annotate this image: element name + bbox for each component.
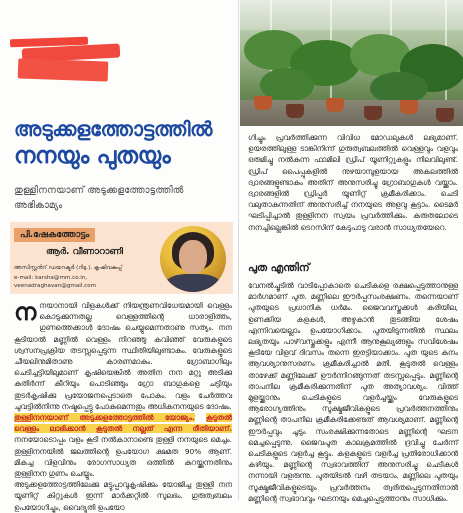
author-name: ആർ. വീണാറാണി (46, 247, 123, 257)
plant-pot (400, 100, 418, 114)
column-divider (238, 0, 239, 500)
highlighted-text: തുള്ളിനനയാണ് അടുക്കളത്തോട്ടത്തിൽ യോജ്യം. (14, 413, 195, 423)
drop-cap: ന (14, 298, 37, 326)
greenhouse-roof (240, 0, 463, 30)
greenhouse-floor (240, 100, 463, 126)
plant-pot (364, 106, 382, 120)
headline (14, 116, 226, 170)
headline-line-2: നനയും പുതയും (14, 143, 171, 169)
plant-pot (326, 98, 344, 112)
paragraph (14, 300, 232, 412)
paragraph (14, 479, 232, 513)
author-email: e-mail: karsha@mm.co.in, veenadraghavan@gmail.com (14, 275, 97, 289)
paragraph-text: വേനൽച്ചൂടിൽ വാടിപ്പോകാതെ ചെടികളെ രക്ഷപ്പെടുത്താനുള്ള മാർഗമാണ് പുത. മണ്ണിലെ ഈർപ്പസംരക്ഷണം. തന്നെയാണ് പുതയുടെ പ്രധാനിക ധർമം. ജൈവവസ്തുക്കൾ കരിയില, ഉണക്കിയ കളകൾ, അഴുകാൻ തുടങ്ങിയ ശേഷം എന്നിവയെല്ലാം ഉപയോഗിക്കാം. പുതയിടുന്നതിൽ സ്ഥലം ലഭ്യതയും പാഴ്‌വസ്തുക്കളും എന്നീ ആനുകൂല്യങ്ങളും സവിശേഷം കൂടിയേ വിളവ് ദിവസം തന്നെ ഇരട്ടിയാക്കാം. പുത യുടെ കനം ആവശ്യാനുസരണം ക്രമീകരിച്ചാൽ മതി. കൂടുതൽ വെള്ളം താഴേക്ക് മണ്ണിലേക്ക് ഊർന്നിറങ്ങുന്നത് തടസ്സപ്പെടും. മണ്ണിന്റെ താപനില ക്രമീകരിക്കുന്നതിന് പുത അത്യാവശ്യം. വിത്ത് മുളയ്ക്കാനും ചെടികളുടെ വളർച്ചയ്ക്കും വേരുകളുടെ ആരോഗ്യത്തിനും സൂക്ഷ്മജീവികളുടെ പ്രവർത്തനത്തിനും മണ്ണിന്റെ താപനില ക്രമീകരിക്കേണ്ടത് ആവശ്യമാണ്. മണ്ണിന്റെ ഈർപ്പവും ചൂടും സംരക്ഷിക്കുന്നതോടെ മണ്ണിന്റെ ഘടന മെച്ചപ്പെടുന്നു. ജൈവപുത കാലക്രമത്തിൽ ദ്രവിച്ചു ചേർന്ന് ചെടികളുടെ വളർച്ച കൂട്ടും. കളകളുടെ വളർച്ച പ്രതിരോധിക്കാൻ കഴിയും. മണ്ണിന്റെ സ്വഭാവത്തിന് അനുസരിച്ചു ചെടികൾ നന്നായി വളരുന്നു. പുതയിടൽ വഴി തടയാം. മണ്ണിലെ പുതയും സൂക്ഷ്മജീവികളുടെയും പ്രവർത്തനം ത്വരിതപ്പെടുന്നതിനാൽ മണ്ണിന്റെ സ്വഭാവവും ഘടനയും മെച്ചപ്പെടുത്താനും സാധിക്കും. (248, 281, 458, 503)
paragraph-text: ഗിച്ചും പ്രവർത്തിക്കുന്ന വിവിധ മോഡലുകൾ ലഭ്യമാണ്. ഉയരത്തിലുള്ള ടാങ്കിനിന്ന് ഗുരുത്വബലത്തിൽ വെള്ളവും വളവും ഒരുമിച്ചു നൽകുന്ന ഫാമിലി ഡ്രിപ് യൂണിറ്റുകളും നിലവിലുണ്ട്. ഡ്രിപ് പൈപ്പുകളിൽ നുഴയാമ്പുളയായ അകലത്തിൽ ദ്വാരങ്ങളുണ്ടാകും അതിന് അനുസരിച്ചു ഗ്രോബാഗുകൾ വയ്ക്കാം. ദ്വാരങ്ങളിൽ ഡ്രിപ്പർ യൂണിറ്റ് ക്രമീകരിക്കാം. ചെടി വലുതാകുന്നതിന് അനുസരിച്ച് നനയുടെ അളവു കൂട്ടാം. ടൈമർ ഘടിപ്പിച്ചാൽ തുള്ളിനന സ്വയം പ്രവർത്തിക്കും. കരുതലോടെ നനച്ചില്ലെങ്കിൽ ടെറസിന് കേടുപാടു വരാൻ സാധ്യതയേറെ. (248, 133, 458, 232)
paragraph-text: നയാനായി വിളകൾക്ക് നിയന്ത്രണവിധേയമായി വെള്ളം കൊടുക്കുന്നതല്ല വെള്ളത്തിന്റെ ധാരാളിത്തം, ഗുണത്തെക്കാൾ ദോഷം ചെയ്യുമെന്നതാണു സത്യം. നന കൂടിയാൽ മണ്ണിൽ വെള്ളം നിറഞ്ഞു കവിഞ്ഞ് വേരുകളുടെ ശ്വസനപ്രക്രിയ തടസ്സപ്പെടുന്ന സ്ഥിതിയിലുണ്ടാകും. വേരുകളുടെ ചീയലിനുമിതാണു കാരണമാകും. ഗ്രോബാഗിലും ചെടിച്ചട്ടിയിലുമാണ് കൃഷിയെങ്കിൽ അതിന നന മറ്റു അടിക്കു കുതിർന്ന് കീറിയും പൊടിഞ്ഞും ഗ്രോ ബാഗുകളെ ചട്ടിയും തുടർകൃഷിക്കു പ്രയോജനപ്പെടാതെ പോകും. വളം ചേർത്തവ ചുവട്ടിൽനിന്നു നഷ്ടപ്പെട്ടു പോകുമെന്നതും അധികനനയുടെ ദോഷം. (14, 301, 232, 411)
redaction-mark (18, 58, 109, 81)
photo-face (179, 240, 207, 274)
body-text-left (14, 300, 232, 513)
deck-subtitle: തുള്ളിനനയാണ് അടുക്കളത്തോട്ടത്തിൽ അഭികാമ്യം (14, 185, 184, 211)
paragraph-text: നനയോടൊപ്പം വളം കൂടി നൽകാനാണ്ടെ തുള്ളി നനയുടെ മെച്ചം. തുള്ളിനനയിൽ ജലത്തിന്റെ ഉപയോഗ ക്ഷമത 90% ആണ്. മികച്ച വിളവിനും രോഗസാധ്യത ഒത്തിൽ കുറയ്ക്കുന്നതിനും തുള്ളിനന ഗുണം ചെയ്യും. (14, 435, 232, 479)
headline-line-1: അടുക്കളത്തോട്ടത്തിൽ (14, 117, 213, 141)
section-subhead: പുത എന്തിന് (248, 262, 310, 274)
plant-pot (286, 104, 304, 118)
body-text-right-top (248, 132, 458, 233)
body-text-right-bottom (248, 280, 458, 504)
photo-shirt (166, 274, 220, 292)
greenhouse-photo (240, 0, 463, 126)
plant-pot (254, 96, 272, 110)
paragraph (14, 412, 232, 479)
plant-pot (436, 108, 454, 122)
author-photo (160, 226, 226, 292)
paragraph-text: അടുക്കളത്തോട്ടത്തിലേക്കു മട്ടുപ്പാവുകൃഷിക്കും യോജിച്ച തുള്ളി നന യൂണിറ്റ് കിറ്റുകൾ ഇന്ന് മാർക്കറ്റിൽ സുലഭം. ഗുരുത്വബലം ഉപയോഗിച്ചും, വൈദ്യുതി ഉപയോ (14, 480, 232, 512)
byline-kicker: പി.ഷേകത്തോട്ടം (14, 228, 95, 242)
author-role: അസിസ്റ്റൻറ് ഡയറക്ടർ (റിട്ട.), കൃഷിവകുപ്പ് (14, 265, 122, 271)
highlighted-text: കൂടുതൽ വെള്ളം ലാഭിക്കാൻ കൂടുതൽ നല്ലത് എന്ന രീതിയാണ്. (14, 413, 232, 434)
